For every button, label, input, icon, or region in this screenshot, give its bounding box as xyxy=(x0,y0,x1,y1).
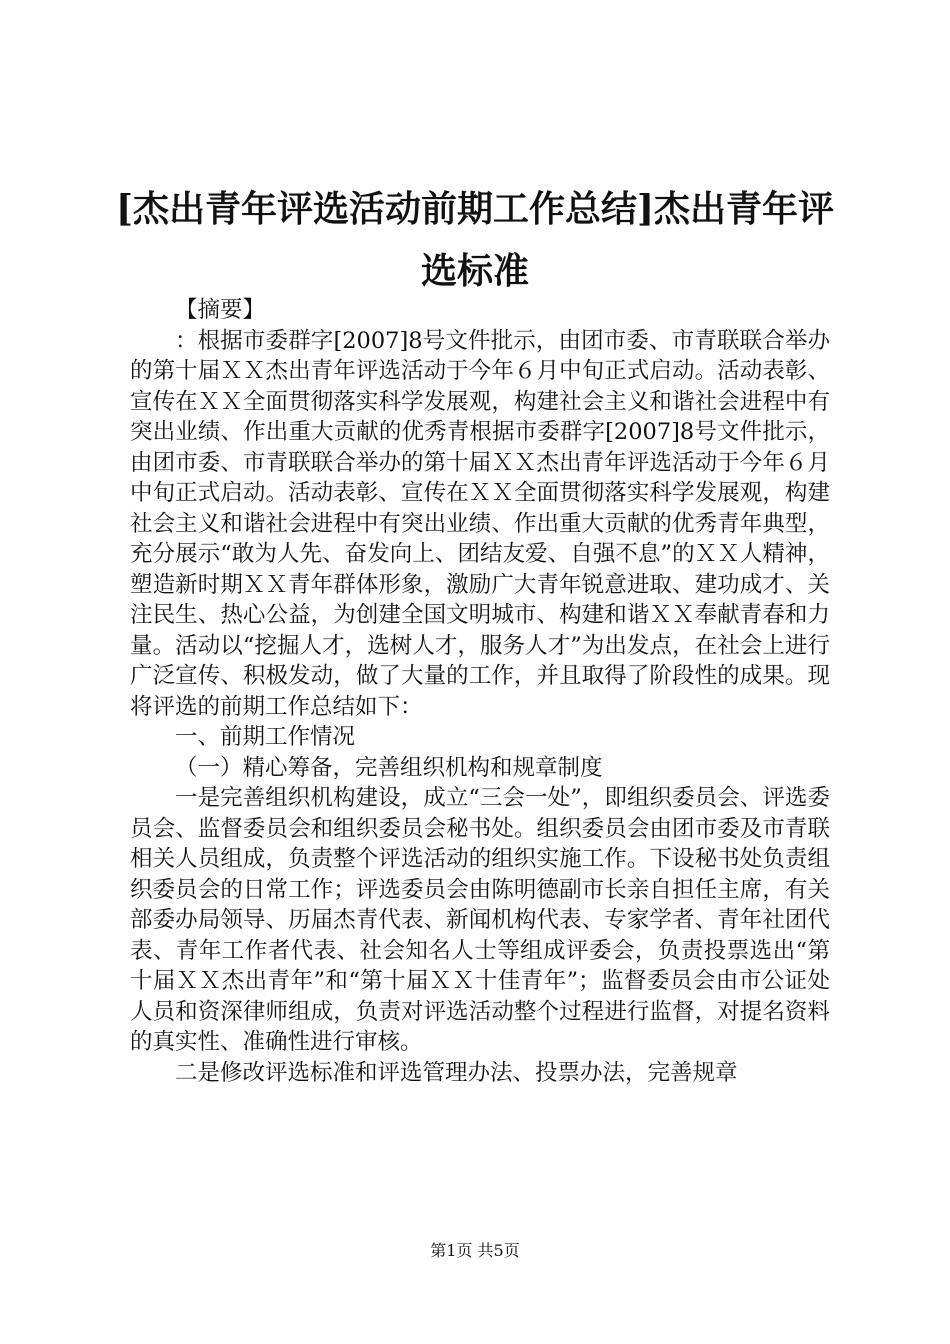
document-title: [杰出青年评选活动前期工作总结]杰出青年评选标准 xyxy=(115,188,835,292)
subsection-heading: （一）精心筹备，完善组织机构和规章制度 xyxy=(175,754,603,781)
document-body xyxy=(130,295,830,1088)
abstract-paragraph: ：根据市委群字[2007]8号文件批示，由团市委、市青联联合举办的第十届ＸＸ杰出青年评选活动于今年６月中旬正式启动。活动表彰、宣传在ＸＸ全面贯彻落实科学发展观，构建社会主义和谐社会进程中有突出业绩、作出重大贡献的优秀青根据市委群字[2007]8号文件批示，由团市委、市青联联合举办的第十届ＸＸ杰出青年评选活动于今年６月中旬正式启动。活动表彰、宣传在ＸＸ全面贯彻落实科学发展观，构建社会主义和谐社会进程中有突出业绩、作出重大贡献的优秀青年典型，充分展示“敢为人先、奋发向上、团结友爱、自强不息”的ＸＸ人精神，塑造新时期ＸＸ青年群体形象，激励广大青年锐意进取、建功成才、关注民生、热心公益，为创建全国文明城市、构建和谐ＸＸ奉献青春和力量。活动以“挖掘人才，选树人才，服务人才”为出发点，在社会上进行广泛宣传、积极发动，做了大量的工作，并且取得了阶段性的成果。现将评选的前期工作总结如下： xyxy=(130,327,830,720)
body-paragraph: 二是修改评选标准和评选管理办法、投票办法，完善规章 xyxy=(175,1059,738,1086)
section-heading: 一、前期工作情况 xyxy=(175,724,356,750)
abstract-label: 【摘要】 xyxy=(175,297,266,323)
page-footer: 第1页 共5页 xyxy=(430,1241,520,1260)
body-paragraph: 一是完善组织机构建设，成立“三会一处”，即组织委员会、评选委员会、监督委员会和组织委员会秘书处。组织委员会由团市委及市青联相关人员组成，负责整个评选活动的组织实施工作。下设秘书处负责组织委员会的日常工作；评选委员会由陈明德副市长亲自担任主席，有关部委办局领导、历届杰青代表、新闻机构代表、专家学者、青年社团代表、青年工作者代表、社会知名人士等组成评委会，负责投票选出“第十届ＸＸ杰出青年”和“第十届ＸＸ十佳青年”；监督委员会由市公证处人员和资深律师组成，负责对评选活动整个过程进行监督，对提名资料的真实性、准确性进行审核。 xyxy=(130,785,830,1055)
